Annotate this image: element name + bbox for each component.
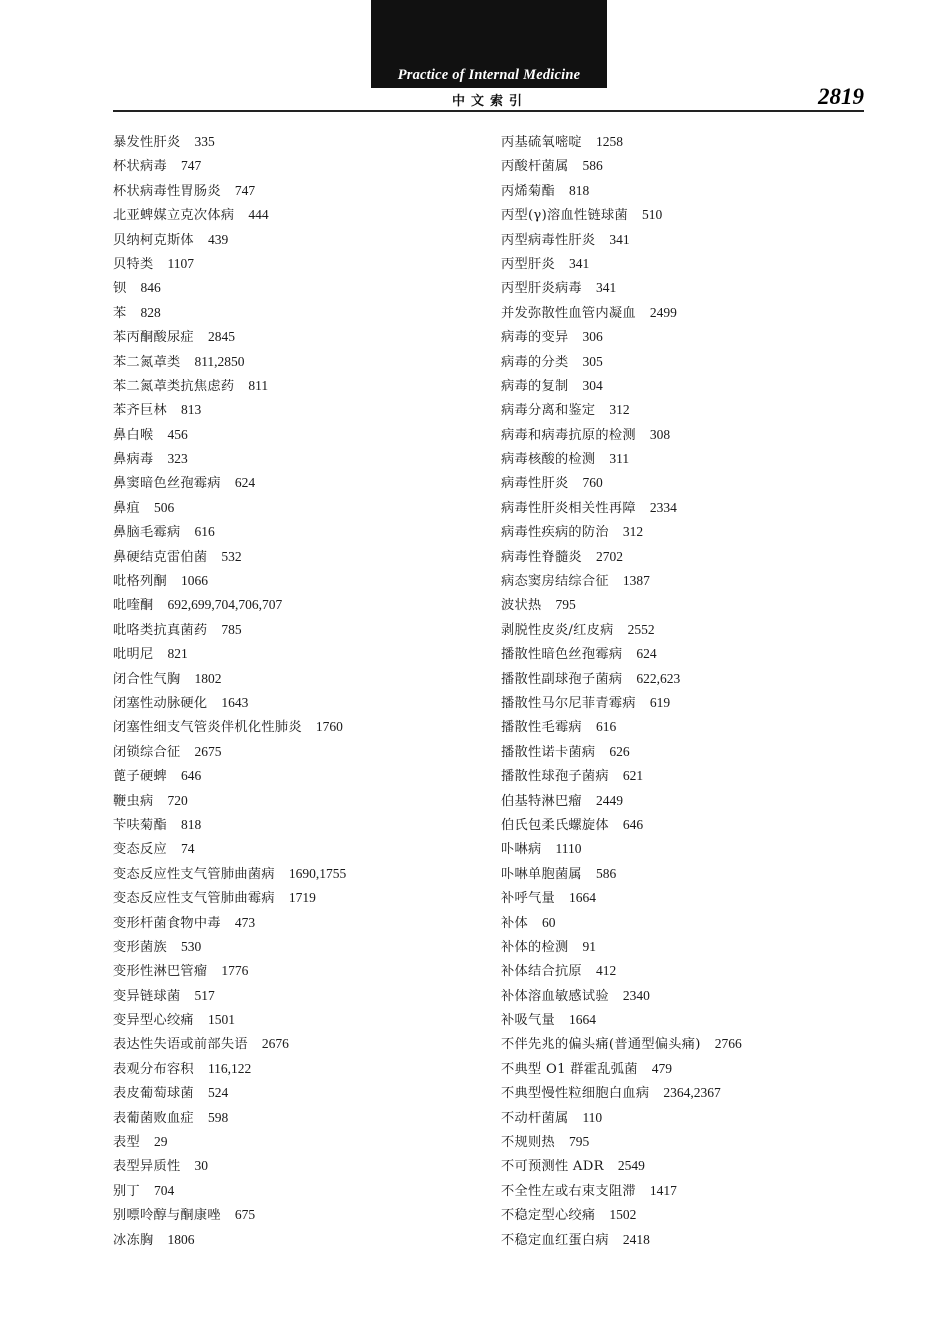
index-entry: [113, 618, 493, 642]
index-entry: [501, 862, 881, 886]
index-page-ref: 335: [194, 134, 215, 149]
index-page-ref: 444: [248, 207, 269, 223]
index-term: 病毒核酸的检测: [501, 452, 596, 468]
index-page-ref: 2552: [627, 621, 655, 637]
index-term: 播散性诺卡菌病: [501, 744, 596, 760]
index-term: 播散性暗色丝孢霉病: [501, 647, 623, 663]
index-term: 别嘌呤醇与酮康唑: [113, 1208, 221, 1224]
index-page-ref: 1806: [167, 1231, 195, 1247]
index-entry: [113, 130, 493, 154]
index-page-ref: 813: [180, 402, 202, 418]
index-page-ref: 2364,2367: [663, 1085, 721, 1101]
index-page-ref: 616: [595, 719, 617, 735]
index-page-ref: 323: [167, 451, 188, 467]
header-rule: [113, 110, 864, 112]
index-entry: [501, 471, 881, 495]
index-term: 冰冻胸: [113, 1232, 154, 1248]
index-page-ref: 2702: [595, 548, 623, 564]
index-entry: [501, 569, 881, 593]
index-entry: [113, 862, 493, 886]
index-page-ref: 821: [167, 646, 188, 662]
index-page-ref: 2418: [622, 1231, 650, 1247]
index-page-ref: 456: [167, 426, 188, 442]
index-entry: [113, 911, 493, 935]
index-entry: [113, 179, 493, 203]
index-entry: [501, 1179, 881, 1203]
index-term: 吡格列酮: [113, 574, 167, 590]
index-page-ref: 473: [234, 914, 256, 930]
index-page-ref: 795: [555, 597, 576, 613]
index-entry: [113, 203, 493, 227]
index-term: 贝特类: [113, 256, 154, 272]
index-term: 波状热: [501, 598, 542, 614]
index-term: 苯二氮䓬类抗焦虑药: [113, 378, 235, 394]
index-page-ref: 846: [140, 280, 161, 296]
index-page-ref: 517: [194, 987, 215, 1003]
index-term: 吡咯类抗真菌药: [113, 622, 208, 638]
index-term: 丙酸杆菌属: [501, 159, 569, 175]
index-entry: [113, 276, 493, 300]
index-term: 补呼气量: [501, 891, 555, 907]
index-term: 变态反应性支气管肺曲菌病: [113, 866, 275, 882]
index-page-ref: 305: [582, 353, 603, 369]
index-page-ref: 1258: [595, 134, 623, 149]
index-term: 闭塞性动脉硬化: [113, 695, 208, 711]
index-entry: [113, 691, 493, 715]
index-term: 鞭虫病: [113, 793, 154, 809]
index-entry: [113, 325, 493, 349]
index-entry: [501, 886, 881, 910]
index-term: 不稳定血红蛋白病: [501, 1232, 609, 1248]
index-term: 杯状病毒性胃肠炎: [113, 183, 221, 199]
index-term: 病毒性肝炎相关性再障: [501, 500, 636, 516]
index-entry: [501, 301, 881, 325]
index-term: 表型异质性: [113, 1159, 181, 1175]
index-term: 表葡菌败血症: [113, 1110, 194, 1126]
index-term: 变态反应: [113, 842, 167, 858]
index-term: 病毒的分类: [501, 354, 569, 370]
index-entry: [113, 1032, 493, 1056]
index-term: 表达性失语或前部失语: [113, 1037, 248, 1053]
index-entry: [501, 203, 881, 227]
index-page-ref: 811,2850: [194, 353, 245, 369]
index-entry: [113, 593, 493, 617]
index-page-ref: 2499: [649, 304, 677, 320]
index-page-ref: 616: [194, 524, 215, 540]
index-term: 鼻硬结克雷伯菌: [113, 549, 208, 565]
index-entry: [501, 911, 881, 935]
index-page-ref: 785: [221, 621, 242, 637]
index-term: 杯状病毒: [113, 159, 167, 175]
index-term: 卟啉单胞菌属: [501, 866, 582, 882]
index-entry: [113, 764, 493, 788]
index-page-ref: 1502: [609, 1207, 637, 1223]
index-entry: [113, 813, 493, 837]
index-term: 闭锁综合征: [113, 744, 181, 760]
index-term: 表皮葡萄球菌: [113, 1086, 194, 1102]
index-term: 苯: [113, 305, 127, 321]
index-entry: [501, 1154, 881, 1178]
index-page-ref: 720: [167, 792, 188, 808]
index-page-ref: 624: [234, 475, 256, 491]
index-entry: [501, 1081, 881, 1105]
index-term: 不可预测性 ADR: [501, 1159, 604, 1175]
index-term: 变形杆菌食物中毒: [113, 915, 221, 931]
index-term: 吡喹酮: [113, 598, 154, 614]
index-term: 补吸气量: [501, 1013, 555, 1029]
index-page-ref: 2449: [595, 792, 623, 808]
index-entry: [113, 1130, 493, 1154]
index-term: 苄呋菊酯: [113, 817, 167, 833]
index-entry: [113, 496, 493, 520]
index-entry: [501, 154, 881, 178]
index-term: 不动杆菌属: [501, 1110, 569, 1126]
index-term: 病毒性疾病的防治: [501, 525, 609, 541]
index-term: 变态反应性支气管肺曲霉病: [113, 891, 275, 907]
index-term: 不稳定型心绞痛: [501, 1208, 596, 1224]
index-term: 不典型慢性粒细胞白血病: [501, 1086, 650, 1102]
index-page-ref: 30: [194, 1158, 208, 1174]
index-term: 病毒性脊髓炎: [501, 549, 582, 565]
index-entry: [113, 252, 493, 276]
index-page-ref: 524: [207, 1085, 229, 1101]
index-term: 病毒性肝炎: [501, 476, 569, 492]
index-entry: [113, 154, 493, 178]
section-title: 中文索引: [451, 94, 528, 109]
index-term: 变异链球菌: [113, 988, 181, 1004]
index-page-ref: 1643: [221, 694, 249, 710]
index-term: 播散性毛霉病: [501, 720, 582, 736]
index-entry: [113, 1057, 493, 1081]
index-term: 病毒的变异: [501, 330, 569, 346]
index-page-ref: 60: [541, 914, 556, 930]
index-entry: [113, 667, 493, 691]
index-term: 闭塞性细支气管炎伴机化性肺炎: [113, 720, 302, 736]
index-entry: [113, 1154, 493, 1178]
index-entry: [501, 252, 881, 276]
index-term: 丙型病毒性肝炎: [501, 232, 596, 248]
index-page-ref: 675: [234, 1207, 256, 1223]
index-term: 伯氏包柔氏螺旋体: [501, 817, 609, 833]
index-page-ref: 530: [180, 938, 202, 954]
index-entry: [113, 1203, 493, 1227]
index-entry: [501, 228, 881, 252]
index-page-ref: 624: [636, 646, 657, 662]
index-entry: [501, 1106, 881, 1130]
index-entry: [501, 740, 881, 764]
index-term: 鼻脑毛霉病: [113, 525, 181, 541]
index-entry: [501, 984, 881, 1008]
index-page-ref: 586: [582, 158, 603, 174]
index-entry: [113, 228, 493, 252]
index-term: 不伴先兆的偏头痛(普通型偏头痛): [501, 1037, 701, 1053]
index-entry: [113, 569, 493, 593]
index-entry: [501, 447, 881, 471]
index-page-ref: 704: [153, 1182, 175, 1198]
index-term: 蓖子硬蜱: [113, 769, 167, 785]
index-entry: [113, 789, 493, 813]
index-page-ref: 828: [140, 304, 161, 320]
index-term: 病毒的复制: [501, 378, 569, 394]
index-page-ref: 506: [153, 499, 175, 515]
index-entry: [501, 496, 881, 520]
index-page-ref: 747: [180, 158, 202, 174]
index-page-ref: 818: [568, 182, 590, 198]
index-page-ref: 2340: [622, 987, 650, 1003]
index-entry: [501, 276, 881, 300]
index-entry: [501, 130, 881, 154]
index-entry: [501, 837, 881, 861]
index-term: 变异型心绞痛: [113, 1013, 194, 1029]
index-page-ref: 646: [180, 768, 202, 784]
index-page-ref: 646: [622, 816, 644, 832]
index-page-ref: 1387: [622, 573, 650, 589]
index-term: 播散性马尔尼菲青霉病: [501, 695, 636, 711]
index-term: 补体的检测: [501, 939, 569, 955]
index-page-ref: 1760: [315, 719, 343, 735]
index-page-ref: 341: [568, 255, 590, 271]
index-entry: [113, 984, 493, 1008]
index-entry: [113, 447, 493, 471]
index-term: 丙基硫氧嘧啶: [501, 135, 582, 150]
index-page-ref: 91: [582, 938, 596, 954]
index-entry: [501, 764, 881, 788]
index-page-ref: 439: [207, 231, 229, 247]
index-term: 暴发性肝炎: [113, 135, 181, 150]
index-entry: [501, 642, 881, 666]
index-entry: [501, 667, 881, 691]
index-page-ref: 2845: [207, 329, 235, 345]
index-term: 补体溶血敏感试验: [501, 988, 609, 1004]
index-entry: [113, 520, 493, 544]
index-page-ref: 74: [180, 841, 195, 857]
index-page-ref: 29: [153, 1134, 168, 1150]
index-entry: [501, 593, 881, 617]
index-page-ref: 1664: [568, 1012, 596, 1028]
index-term: 苯齐巨林: [113, 403, 167, 419]
index-entry: [501, 1228, 881, 1252]
index-page-ref: 2766: [714, 1036, 742, 1052]
index-page-ref: 692,699,704,706,707: [167, 597, 283, 613]
index-term: 播散性副球孢子菌病: [501, 671, 623, 687]
index-page-ref: 479: [651, 1060, 672, 1076]
index-entry: [113, 1008, 493, 1032]
index-entry: [501, 1032, 881, 1056]
index-term: 病毒和病毒抗原的检测: [501, 427, 636, 443]
index-term: 苯二氮䓬类: [113, 354, 181, 370]
index-term: 苯丙酮酸尿症: [113, 330, 194, 346]
index-term: 贝纳柯克斯体: [113, 232, 194, 248]
index-term: 闭合性气胸: [113, 671, 181, 687]
index-term: 鼻白喉: [113, 427, 154, 443]
index-page-ref: 619: [649, 694, 671, 710]
index-page-ref: 811: [248, 377, 269, 393]
index-term: 丙烯菊酯: [501, 183, 555, 199]
index-page-ref: 312: [622, 524, 644, 540]
index-page-ref: 306: [582, 329, 603, 345]
index-entry: [501, 935, 881, 959]
index-page-ref: 116,122: [207, 1060, 252, 1076]
index-page-ref: 1664: [568, 890, 596, 906]
index-entry: [501, 1130, 881, 1154]
index-entry: [113, 935, 493, 959]
index-entry: [501, 813, 881, 837]
index-page-ref: 312: [609, 402, 630, 418]
index-term: 不全性左或右束支阻滞: [501, 1183, 636, 1199]
index-term: 伯基特淋巴瘤: [501, 793, 582, 809]
index-entry: [501, 398, 881, 422]
index-page-ref: 2675: [194, 743, 222, 759]
journal-title: Practice of Internal Medicine: [397, 67, 581, 83]
index-entry: [113, 1081, 493, 1105]
index-page-ref: 341: [595, 280, 617, 296]
index-entry: [501, 374, 881, 398]
page-number: 2819: [818, 84, 864, 109]
index-term: 钡: [113, 281, 127, 297]
index-term: 剥脱性皮炎/红皮病: [501, 622, 614, 638]
index-term: 鼻病毒: [113, 452, 154, 468]
index-term: 表型: [113, 1135, 140, 1151]
index-page-ref: 110: [582, 1109, 603, 1125]
index-term: 北亚蜱媒立克次体病: [113, 208, 235, 224]
index-entry: [113, 837, 493, 861]
index-entry: [113, 471, 493, 495]
index-entry: [113, 886, 493, 910]
index-term: 鼻疽: [113, 500, 140, 516]
index-column-left: [113, 130, 493, 1252]
index-page-ref: 341: [609, 231, 630, 247]
index-term: 丙型肝炎: [501, 256, 555, 272]
index-entry: [113, 398, 493, 422]
index-entry: [501, 179, 881, 203]
index-entry: [113, 715, 493, 739]
index-page-ref: 586: [595, 865, 617, 881]
index-term: 丙型肝炎病毒: [501, 281, 582, 297]
index-page-ref: 1066: [180, 573, 208, 589]
index-page-ref: 1501: [207, 1012, 235, 1028]
index-entry: [501, 715, 881, 739]
index-term: 卟啉病: [501, 842, 542, 858]
index-term: 不规则热: [501, 1135, 555, 1151]
index-entry: [113, 1228, 493, 1252]
index-term: 并发弥散性血管内凝血: [501, 305, 636, 321]
index-page-ref: 1802: [194, 670, 222, 686]
index-page-ref: 2334: [649, 499, 677, 515]
index-page-ref: 626: [609, 743, 630, 759]
index-term: 鼻窦暗色丝孢霉病: [113, 476, 221, 492]
index-entry: [113, 545, 493, 569]
index-entry: [501, 1057, 881, 1081]
index-page-ref: 1690,1755: [288, 865, 347, 881]
index-term: 病态窦房结综合征: [501, 574, 609, 590]
index-page-ref: 818: [180, 816, 202, 832]
index-term: 丙型(γ)溶血性链球菌: [501, 208, 628, 224]
index-entry: [113, 740, 493, 764]
index-term: 变形性淋巴管瘤: [113, 964, 208, 980]
index-page-ref: 622,623: [636, 670, 681, 686]
index-entry: [501, 1008, 881, 1032]
index-entry: [113, 959, 493, 983]
index-term: 病毒分离和鉴定: [501, 403, 596, 419]
index-page-ref: 311: [609, 451, 630, 467]
index-page-ref: 1110: [555, 841, 582, 857]
index-page-ref: 760: [582, 475, 603, 491]
index-page-ref: 1107: [167, 255, 194, 271]
index-entry: [113, 642, 493, 666]
index-entry: [501, 789, 881, 813]
index-entry: [501, 423, 881, 447]
index-entry: [113, 1106, 493, 1130]
index-entry: [113, 374, 493, 398]
index-entry: [113, 1179, 493, 1203]
index-entry: [501, 618, 881, 642]
index-column-right: [501, 130, 881, 1252]
index-page-ref: 795: [568, 1134, 590, 1150]
index-term: 变形菌族: [113, 939, 167, 955]
index-entry: [501, 959, 881, 983]
index-page-ref: 598: [207, 1109, 229, 1125]
index-entry: [113, 423, 493, 447]
index-entry: [113, 350, 493, 374]
index-term: 补体结合抗原: [501, 964, 582, 980]
index-page-ref: 304: [582, 377, 603, 393]
index-term: 不典型 O1 群霍乱弧菌: [501, 1061, 638, 1077]
index-entry: [501, 545, 881, 569]
journal-banner: [371, 0, 607, 88]
index-term: 别丁: [113, 1183, 140, 1199]
index-page-ref: 1719: [288, 890, 316, 906]
index-entry: [501, 1203, 881, 1227]
index-page-ref: 308: [649, 426, 671, 442]
index-term: 表观分布容积: [113, 1061, 194, 1077]
index-entry: [501, 350, 881, 374]
index-page-ref: 2549: [617, 1158, 645, 1174]
index-page-ref: 621: [622, 768, 644, 784]
index-entry: [501, 520, 881, 544]
index-term: 播散性球孢子菌病: [501, 769, 609, 785]
index-term: 补体: [501, 915, 528, 931]
index-page-ref: 532: [221, 548, 242, 564]
index-term: 吡明尼: [113, 647, 154, 663]
index-entry: [113, 301, 493, 325]
index-page-ref: 2676: [261, 1036, 289, 1052]
index-page-ref: 1776: [221, 963, 249, 979]
index-entry: [501, 691, 881, 715]
index-entry: [501, 325, 881, 349]
index-page-ref: 510: [641, 207, 663, 223]
index-page-ref: 747: [234, 182, 256, 198]
index-page-ref: 412: [595, 963, 617, 979]
index-page-ref: 1417: [649, 1182, 677, 1198]
